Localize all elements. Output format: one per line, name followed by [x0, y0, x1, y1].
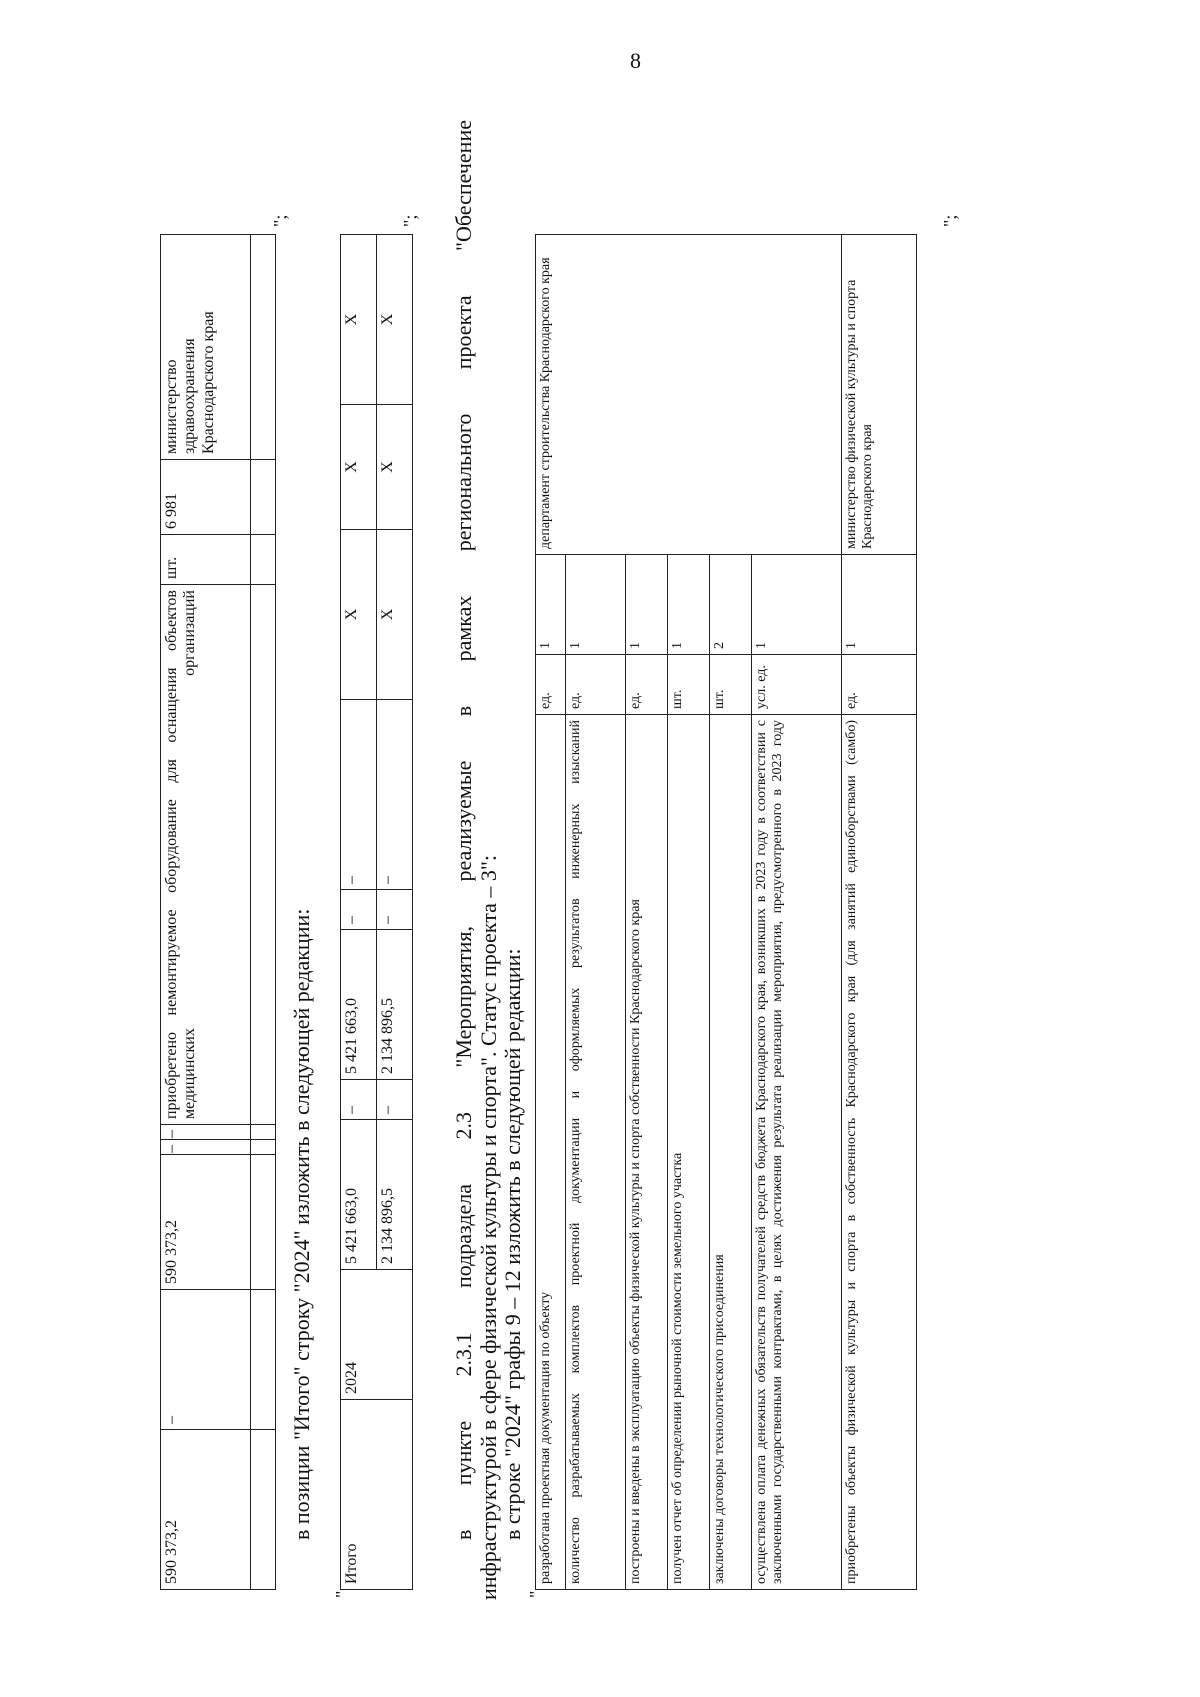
- instruction-line-3: в строке "2024" графы 9 – 12 изложить в следующей редакции:: [500, 948, 526, 1540]
- cell-r2-c8: X: [377, 235, 413, 405]
- cell-r1-c7: X: [341, 405, 377, 530]
- result-row-qty: 1: [842, 555, 917, 655]
- result-row-qty: 2: [710, 555, 752, 655]
- cell-total-1: 590 373,2: [161, 1430, 251, 1590]
- result-row-unit: усл. ед.: [752, 655, 842, 715]
- cell-executor-sport: министерство физической культуры и спорта Краснодарского края: [842, 235, 917, 555]
- cell-year: 2024: [341, 1270, 413, 1400]
- cell-r1-c1: 5 421 663,0: [341, 1120, 377, 1270]
- cell-quantity: 6 981: [161, 460, 251, 535]
- result-row-unit: ед.: [536, 655, 566, 715]
- result-row-desc: осуществлена оплата денежных обязательств получателей средств бюджета Краснодарского края, возникших в 2023 году в соответствии с заключенными государственными контрактами, в целях достижения результата реализации мероприятия, предусмотренного в 2023 году: [752, 715, 842, 1590]
- cell-r2-c7: X: [377, 405, 413, 530]
- cell-r1-c5: –: [341, 700, 377, 890]
- cell-r1-c8: X: [341, 235, 377, 405]
- quote-close-3: ";: [940, 214, 960, 227]
- cell-dash-1: –: [161, 1290, 251, 1430]
- result-row-desc: приобретены объекты физической культуры и спорта в собственность Краснодарского края (для занятий единоборствами (самбо): [842, 715, 917, 1590]
- cell-r2-c2: –: [377, 1080, 413, 1120]
- cell-executor: министерство здравоохранения Краснодарского края: [161, 235, 251, 460]
- result-row-qty: 1: [626, 555, 668, 655]
- result-row-desc: заключены договоры технологического присоединения: [710, 715, 752, 1590]
- cell-r1-c6: X: [341, 530, 377, 700]
- cell-unit: шт.: [161, 535, 251, 585]
- cell-itogo: Итого: [341, 1400, 413, 1590]
- cell-r1-c4: –: [341, 890, 377, 930]
- result-row-unit: шт.: [668, 655, 710, 715]
- table-total-2024: [340, 234, 413, 1590]
- result-row-desc: построены и введены в эксплуатацию объекты физической культуры и спорта собственности Краснодарского края: [626, 715, 668, 1590]
- cell-r2-c6: X: [377, 530, 413, 700]
- result-row-unit: ед.: [566, 655, 626, 715]
- result-row-qty: 1: [752, 555, 842, 655]
- cell-r1-c3: 5 421 663,0: [341, 930, 377, 1080]
- result-row-unit: ед.: [842, 655, 917, 715]
- cell-r2-c1: 2 134 896,5: [377, 1120, 413, 1270]
- cell-r2-c5: –: [377, 700, 413, 890]
- page-number: 8: [630, 48, 641, 73]
- cell-executor-construction: департамент строительства Краснодарского края: [536, 235, 842, 555]
- quote-close-1: ";: [270, 214, 290, 227]
- instruction-text-1: в позиции "Итого" строку "2024" изложить в следующей редакции:: [289, 908, 314, 1540]
- quote-close-2: ";: [400, 214, 420, 227]
- cell-dash-2: –: [161, 1140, 251, 1155]
- result-row-desc: получен отчет об определении рыночной стоимости земельного участка: [668, 715, 710, 1590]
- cell-result-desc: приобретено немонтируемое оборудование для оснащения объектов медицинских организаций: [161, 585, 251, 1125]
- table-equipment: [160, 234, 276, 1590]
- result-row-unit: ед.: [626, 655, 668, 715]
- result-row-desc: разработана проектная документация по объекту: [536, 715, 566, 1590]
- cell-r2-c3: 2 134 896,5: [377, 930, 413, 1080]
- quote-open-3: ": [526, 1590, 546, 1598]
- quote-open-2: ": [332, 1590, 352, 1598]
- cell-r2-c4: –: [377, 890, 413, 930]
- result-row-qty: 1: [668, 555, 710, 655]
- result-row-qty: 1: [566, 555, 626, 655]
- instruction-line-1: в пункте 2.3.1 подраздела 2.3 "Мероприятия, реализуемые в рамках регионального проекта "Обеспечение: [451, 120, 476, 1540]
- cell-r1-c2: –: [341, 1080, 377, 1120]
- cell-dash-3: –: [161, 1125, 251, 1140]
- result-row-desc: количество разрабатываемых комплектов проектной документации и оформляемых результатов инженерных изысканий: [566, 715, 626, 1590]
- cell-total-2: 590 373,2: [161, 1155, 251, 1290]
- table-results: [535, 234, 917, 1590]
- result-row-qty: 1: [536, 555, 566, 655]
- rotated-content: [160, 100, 1200, 1600]
- instruction-text-2: [452, 120, 526, 1600]
- instruction-line-2: инфраструктурой в сфере физической культуры и спорта". Статус проекта – 3":: [475, 855, 501, 1600]
- result-row-unit: шт.: [710, 655, 752, 715]
